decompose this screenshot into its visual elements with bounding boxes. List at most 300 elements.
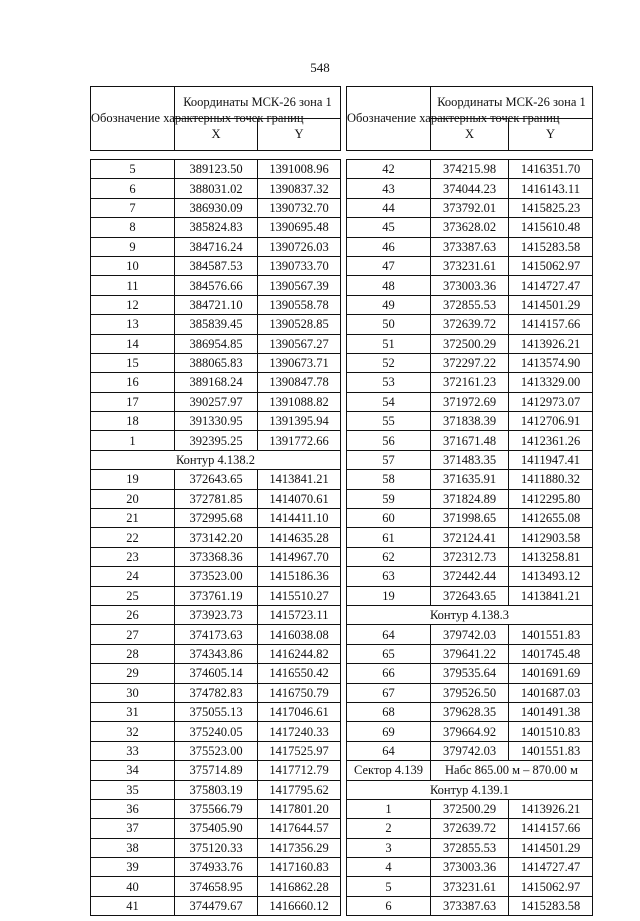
x-coordinate-cell: 373231.61: [431, 256, 509, 275]
point-id-cell: 33: [91, 741, 175, 760]
table-row: [347, 509, 593, 528]
table-row: [347, 276, 593, 295]
x-coordinate-cell: 372297.22: [431, 353, 509, 372]
coord-group-header: Координаты МСК-26 зона 1: [431, 87, 593, 119]
point-id-cell: 7: [91, 198, 175, 217]
y-coordinate-cell: 1414635.28: [258, 528, 341, 547]
contour-section-row: [91, 450, 341, 469]
y-coordinate-cell: 1415510.27: [258, 586, 341, 605]
y-coordinate-cell: 1390673.71: [258, 353, 341, 372]
x-coordinate-cell: 374044.23: [431, 179, 509, 198]
x-coordinate-cell: 379628.35: [431, 702, 509, 721]
coordinates-table-right: [346, 86, 593, 916]
point-id-cell: 57: [347, 450, 431, 469]
y-coordinate-cell: 1417801.20: [258, 799, 341, 818]
y-coordinate-cell: 1390847.78: [258, 373, 341, 392]
x-coordinate-cell: 379641.22: [431, 644, 509, 663]
x-coordinate-cell: 379535.64: [431, 664, 509, 683]
y-coordinate-cell: 1416550.42: [258, 664, 341, 683]
point-id-cell: 29: [91, 664, 175, 683]
y-coordinate-cell: 1415610.48: [509, 218, 593, 237]
y-header: Y: [258, 119, 341, 151]
x-coordinate-cell: 371972.69: [431, 392, 509, 411]
table-row: [91, 896, 341, 915]
point-id-cell: 18: [91, 412, 175, 431]
x-coordinate-cell: 391330.95: [175, 412, 258, 431]
point-id-cell: 13: [91, 315, 175, 334]
table-row: [91, 218, 341, 237]
y-coordinate-cell: 1390726.03: [258, 237, 341, 256]
table-row: [347, 431, 593, 450]
x-coordinate-cell: 375714.89: [175, 761, 258, 780]
y-coordinate-cell: 1414727.47: [509, 276, 593, 295]
point-id-cell: 1: [347, 799, 431, 818]
x-header: X: [431, 119, 509, 151]
x-coordinate-cell: 373792.01: [431, 198, 509, 217]
point-id-cell: 42: [347, 160, 431, 179]
x-coordinate-cell: 375523.00: [175, 741, 258, 760]
x-coordinate-cell: 379742.03: [431, 741, 509, 760]
y-coordinate-cell: 1412655.08: [509, 509, 593, 528]
y-coordinate-cell: 1390558.78: [258, 295, 341, 314]
table-row: [347, 373, 593, 392]
point-id-cell: 66: [347, 664, 431, 683]
contour-title: Контур 4.139.1: [347, 780, 593, 799]
y-coordinate-cell: 1391088.82: [258, 392, 341, 411]
x-coordinate-cell: 372855.53: [431, 295, 509, 314]
y-coordinate-cell: 1414967.70: [258, 547, 341, 566]
x-coordinate-cell: 385839.45: [175, 315, 258, 334]
x-header: X: [175, 119, 258, 151]
x-coordinate-cell: 379526.50: [431, 683, 509, 702]
x-coordinate-cell: 375405.90: [175, 819, 258, 838]
table-row: [347, 528, 593, 547]
table-row: [91, 237, 341, 256]
table-row: [347, 799, 593, 818]
point-label-header: Обозначение характерных точек границ: [91, 87, 175, 151]
left-table-body: [91, 151, 341, 916]
y-coordinate-cell: 1390567.27: [258, 334, 341, 353]
y-coordinate-cell: 1391772.66: [258, 431, 341, 450]
y-coordinate-cell: 1417356.29: [258, 838, 341, 857]
point-id-cell: 27: [91, 625, 175, 644]
y-coordinate-cell: 1416750.79: [258, 683, 341, 702]
point-id-cell: 26: [91, 605, 175, 624]
table-row: [347, 625, 593, 644]
table-row: [91, 586, 341, 605]
point-id-cell: 58: [347, 470, 431, 489]
table-row: [91, 780, 341, 799]
point-id-cell: 40: [91, 877, 175, 896]
x-coordinate-cell: 373923.73: [175, 605, 258, 624]
x-coordinate-cell: 388031.02: [175, 179, 258, 198]
point-id-cell: 22: [91, 528, 175, 547]
coordinates-table-left: [90, 86, 341, 916]
x-coordinate-cell: 371998.65: [431, 509, 509, 528]
y-coordinate-cell: 1416660.12: [258, 896, 341, 915]
x-coordinate-cell: 372500.29: [431, 799, 509, 818]
point-id-cell: 5: [91, 160, 175, 179]
table-row: [91, 702, 341, 721]
table-row: [347, 896, 593, 915]
point-id-cell: 6: [347, 896, 431, 915]
table-row: [91, 528, 341, 547]
table-row: [347, 567, 593, 586]
table-row: [347, 741, 593, 760]
table-row: [347, 237, 593, 256]
table-row: [91, 160, 341, 179]
y-coordinate-cell: 1390733.70: [258, 256, 341, 275]
y-coordinate-cell: 1417644.57: [258, 819, 341, 838]
table-row: [347, 586, 593, 605]
point-id-cell: 39: [91, 858, 175, 877]
header-gap: [347, 151, 593, 160]
point-id-cell: 36: [91, 799, 175, 818]
point-id-cell: 51: [347, 334, 431, 353]
table-row: [91, 179, 341, 198]
x-coordinate-cell: 390257.97: [175, 392, 258, 411]
x-coordinate-cell: 372643.65: [431, 586, 509, 605]
table-row: [347, 450, 593, 469]
contour-section-row: [347, 780, 593, 799]
x-coordinate-cell: 374933.76: [175, 858, 258, 877]
x-coordinate-cell: 384576.66: [175, 276, 258, 295]
x-coordinate-cell: 371671.48: [431, 431, 509, 450]
y-coordinate-cell: 1413258.81: [509, 547, 593, 566]
table-row: [347, 295, 593, 314]
point-id-cell: 45: [347, 218, 431, 237]
y-coordinate-cell: 1390837.32: [258, 179, 341, 198]
y-coordinate-cell: 1416244.82: [258, 644, 341, 663]
point-id-cell: 31: [91, 702, 175, 721]
x-coordinate-cell: 372312.73: [431, 547, 509, 566]
coord-group-header: Координаты МСК-26 зона 1: [175, 87, 341, 119]
x-coordinate-cell: 374782.83: [175, 683, 258, 702]
y-coordinate-cell: 1416038.08: [258, 625, 341, 644]
point-id-cell: 46: [347, 237, 431, 256]
y-coordinate-cell: 1415062.97: [509, 877, 593, 896]
table-row: [91, 799, 341, 818]
table-row: [347, 353, 593, 372]
point-id-cell: 17: [91, 392, 175, 411]
point-id-cell: 3: [347, 838, 431, 857]
point-id-cell: 44: [347, 198, 431, 217]
table-row: [347, 470, 593, 489]
table-row: [347, 179, 593, 198]
x-coordinate-cell: 374479.67: [175, 896, 258, 915]
x-coordinate-cell: 389168.24: [175, 373, 258, 392]
x-coordinate-cell: 374215.98: [431, 160, 509, 179]
x-coordinate-cell: 373387.63: [431, 237, 509, 256]
y-coordinate-cell: 1413493.12: [509, 567, 593, 586]
point-id-cell: 65: [347, 644, 431, 663]
y-coordinate-cell: 1415062.97: [509, 256, 593, 275]
table-row: [91, 373, 341, 392]
y-coordinate-cell: 1413841.21: [258, 470, 341, 489]
x-coordinate-cell: 373523.00: [175, 567, 258, 586]
header-gap: [91, 151, 341, 160]
table-row: [91, 838, 341, 857]
table-row: [347, 160, 593, 179]
y-coordinate-cell: 1417046.61: [258, 702, 341, 721]
table-row: [91, 741, 341, 760]
x-coordinate-cell: 384721.10: [175, 295, 258, 314]
y-coordinate-cell: 1401551.83: [509, 625, 593, 644]
y-coordinate-cell: 1412973.07: [509, 392, 593, 411]
point-id-cell: 52: [347, 353, 431, 372]
table-row: [91, 605, 341, 624]
table-row: [91, 877, 341, 896]
y-coordinate-cell: 1390528.85: [258, 315, 341, 334]
y-coordinate-cell: 1416862.28: [258, 877, 341, 896]
x-coordinate-cell: 372643.65: [175, 470, 258, 489]
x-coordinate-cell: 379742.03: [431, 625, 509, 644]
table-row: [347, 702, 593, 721]
x-coordinate-cell: 371635.91: [431, 470, 509, 489]
x-coordinate-cell: 371483.35: [431, 450, 509, 469]
table-row: [347, 683, 593, 702]
x-coordinate-cell: 373003.36: [431, 276, 509, 295]
point-id-cell: 25: [91, 586, 175, 605]
y-coordinate-cell: 1391008.96: [258, 160, 341, 179]
point-id-cell: 19: [91, 470, 175, 489]
point-id-cell: 30: [91, 683, 175, 702]
table-row: [347, 198, 593, 217]
point-id-cell: 2: [347, 819, 431, 838]
point-id-cell: 21: [91, 509, 175, 528]
table-row: [347, 664, 593, 683]
point-id-cell: 61: [347, 528, 431, 547]
point-id-cell: 15: [91, 353, 175, 372]
point-id-cell: 24: [91, 567, 175, 586]
table-row: [91, 198, 341, 217]
point-id-cell: 62: [347, 547, 431, 566]
point-id-cell: 43: [347, 179, 431, 198]
table-row: [347, 315, 593, 334]
y-coordinate-cell: 1401491.38: [509, 702, 593, 721]
x-coordinate-cell: 384587.53: [175, 256, 258, 275]
y-coordinate-cell: 1411947.41: [509, 450, 593, 469]
x-coordinate-cell: 384716.24: [175, 237, 258, 256]
table-row: [91, 256, 341, 275]
y-coordinate-cell: 1414727.47: [509, 858, 593, 877]
x-coordinate-cell: 372500.29: [431, 334, 509, 353]
point-id-cell: 35: [91, 780, 175, 799]
x-coordinate-cell: 386954.85: [175, 334, 258, 353]
table-row: [91, 431, 341, 450]
point-id-cell: 4: [347, 858, 431, 877]
y-coordinate-cell: 1413329.00: [509, 373, 593, 392]
contour-title: Контур 4.138.3: [347, 605, 593, 624]
table-row: [91, 412, 341, 431]
table-row: [91, 334, 341, 353]
x-coordinate-cell: 372442.44: [431, 567, 509, 586]
table-row: [91, 625, 341, 644]
table-row: [347, 392, 593, 411]
y-coordinate-cell: 1412295.80: [509, 489, 593, 508]
x-coordinate-cell: 379664.92: [431, 722, 509, 741]
y-coordinate-cell: 1414501.29: [509, 838, 593, 857]
y-coordinate-cell: 1413926.21: [509, 799, 593, 818]
point-id-cell: 6: [91, 179, 175, 198]
x-coordinate-cell: 392395.25: [175, 431, 258, 450]
y-coordinate-cell: 1413574.90: [509, 353, 593, 372]
y-coordinate-cell: 1416143.11: [509, 179, 593, 198]
x-coordinate-cell: 385824.83: [175, 218, 258, 237]
point-id-cell: 63: [347, 567, 431, 586]
x-coordinate-cell: 372161.23: [431, 373, 509, 392]
table-row: [347, 412, 593, 431]
table-row: [91, 353, 341, 372]
table-row: [91, 547, 341, 566]
y-coordinate-cell: 1417160.83: [258, 858, 341, 877]
x-coordinate-cell: 388065.83: [175, 353, 258, 372]
page-number: 548: [310, 60, 330, 75]
x-coordinate-cell: 375240.05: [175, 722, 258, 741]
table-row: [347, 838, 593, 857]
point-id-cell: 59: [347, 489, 431, 508]
point-id-cell: 50: [347, 315, 431, 334]
y-coordinate-cell: 1417795.62: [258, 780, 341, 799]
table-row: [91, 858, 341, 877]
table-row: [347, 256, 593, 275]
table-row: [347, 334, 593, 353]
point-id-cell: 47: [347, 256, 431, 275]
y-coordinate-cell: 1415825.23: [509, 198, 593, 217]
table-row: [91, 819, 341, 838]
x-coordinate-cell: 375120.33: [175, 838, 258, 857]
point-id-cell: 10: [91, 256, 175, 275]
point-id-cell: 53: [347, 373, 431, 392]
x-coordinate-cell: 374658.95: [175, 877, 258, 896]
y-coordinate-cell: 1412361.26: [509, 431, 593, 450]
table-row: [347, 858, 593, 877]
x-coordinate-cell: 373761.19: [175, 586, 258, 605]
x-coordinate-cell: 372995.68: [175, 509, 258, 528]
point-id-cell: 56: [347, 431, 431, 450]
x-coordinate-cell: 372124.41: [431, 528, 509, 547]
y-coordinate-cell: 1401510.83: [509, 722, 593, 741]
table-row: [347, 489, 593, 508]
y-coordinate-cell: 1390732.70: [258, 198, 341, 217]
x-coordinate-cell: 373003.36: [431, 858, 509, 877]
point-id-cell: 38: [91, 838, 175, 857]
y-header: Y: [509, 119, 593, 151]
x-coordinate-cell: 372639.72: [431, 315, 509, 334]
point-id-cell: 64: [347, 625, 431, 644]
point-id-cell: 20: [91, 489, 175, 508]
x-coordinate-cell: 373142.20: [175, 528, 258, 547]
y-coordinate-cell: 1411880.32: [509, 470, 593, 489]
y-coordinate-cell: 1414157.66: [509, 315, 593, 334]
contour-title: Контур 4.138.2: [91, 450, 341, 469]
point-id-cell: 48: [347, 276, 431, 295]
point-id-cell: 60: [347, 509, 431, 528]
point-id-cell: 69: [347, 722, 431, 741]
x-coordinate-cell: 372639.72: [431, 819, 509, 838]
point-id-cell: 54: [347, 392, 431, 411]
y-coordinate-cell: 1401687.03: [509, 683, 593, 702]
y-coordinate-cell: 1414157.66: [509, 819, 593, 838]
table-row: [91, 295, 341, 314]
table-row: [91, 276, 341, 295]
point-id-cell: 67: [347, 683, 431, 702]
point-id-cell: 68: [347, 702, 431, 721]
x-coordinate-cell: 375566.79: [175, 799, 258, 818]
table-row: [91, 392, 341, 411]
y-coordinate-cell: 1413926.21: [509, 334, 593, 353]
y-coordinate-cell: 1417240.33: [258, 722, 341, 741]
table-row: [347, 547, 593, 566]
y-coordinate-cell: 1415283.58: [509, 237, 593, 256]
point-id-cell: 41: [91, 896, 175, 915]
x-coordinate-cell: 375055.13: [175, 702, 258, 721]
y-coordinate-cell: 1415283.58: [509, 896, 593, 915]
x-coordinate-cell: 371838.39: [431, 412, 509, 431]
table-row: [91, 644, 341, 663]
x-coordinate-cell: 373387.63: [431, 896, 509, 915]
x-coordinate-cell: 374605.14: [175, 664, 258, 683]
point-id-cell: 16: [91, 373, 175, 392]
y-coordinate-cell: 1417712.79: [258, 761, 341, 780]
table-row: [91, 683, 341, 702]
x-coordinate-cell: 386930.09: [175, 198, 258, 217]
y-coordinate-cell: 1412706.91: [509, 412, 593, 431]
sector-height-range: Набс 865.00 м – 870.00 м: [431, 761, 593, 780]
x-coordinate-cell: 373368.36: [175, 547, 258, 566]
y-coordinate-cell: 1401551.83: [509, 741, 593, 760]
x-coordinate-cell: 375803.19: [175, 780, 258, 799]
y-coordinate-cell: 1413841.21: [509, 586, 593, 605]
x-coordinate-cell: 374343.86: [175, 644, 258, 663]
y-coordinate-cell: 1416351.70: [509, 160, 593, 179]
table-row: [91, 470, 341, 489]
table-row: [91, 722, 341, 741]
table-row: [347, 877, 593, 896]
table-row: [347, 218, 593, 237]
y-coordinate-cell: 1412903.58: [509, 528, 593, 547]
point-id-cell: 11: [91, 276, 175, 295]
table-row: [347, 819, 593, 838]
point-id-cell: 9: [91, 237, 175, 256]
table-row: [91, 315, 341, 334]
x-coordinate-cell: 372855.53: [431, 838, 509, 857]
point-id-cell: 28: [91, 644, 175, 663]
point-id-cell: 23: [91, 547, 175, 566]
y-coordinate-cell: 1390695.48: [258, 218, 341, 237]
point-id-cell: 12: [91, 295, 175, 314]
x-coordinate-cell: 372781.85: [175, 489, 258, 508]
table-row: [347, 722, 593, 741]
point-id-cell: 8: [91, 218, 175, 237]
y-coordinate-cell: 1391395.94: [258, 412, 341, 431]
x-coordinate-cell: 373231.61: [431, 877, 509, 896]
y-coordinate-cell: 1415186.36: [258, 567, 341, 586]
point-id-cell: 5: [347, 877, 431, 896]
x-coordinate-cell: 374173.63: [175, 625, 258, 644]
x-coordinate-cell: 389123.50: [175, 160, 258, 179]
point-label-header: Обозначение характерных точек границ: [347, 87, 431, 151]
point-id-cell: 37: [91, 819, 175, 838]
sector-row: [347, 761, 593, 780]
x-coordinate-cell: 373628.02: [431, 218, 509, 237]
table-row: [347, 644, 593, 663]
y-coordinate-cell: 1414411.10: [258, 509, 341, 528]
point-id-cell: 64: [347, 741, 431, 760]
table-row: [91, 761, 341, 780]
point-id-cell: 34: [91, 761, 175, 780]
table-row: [91, 489, 341, 508]
